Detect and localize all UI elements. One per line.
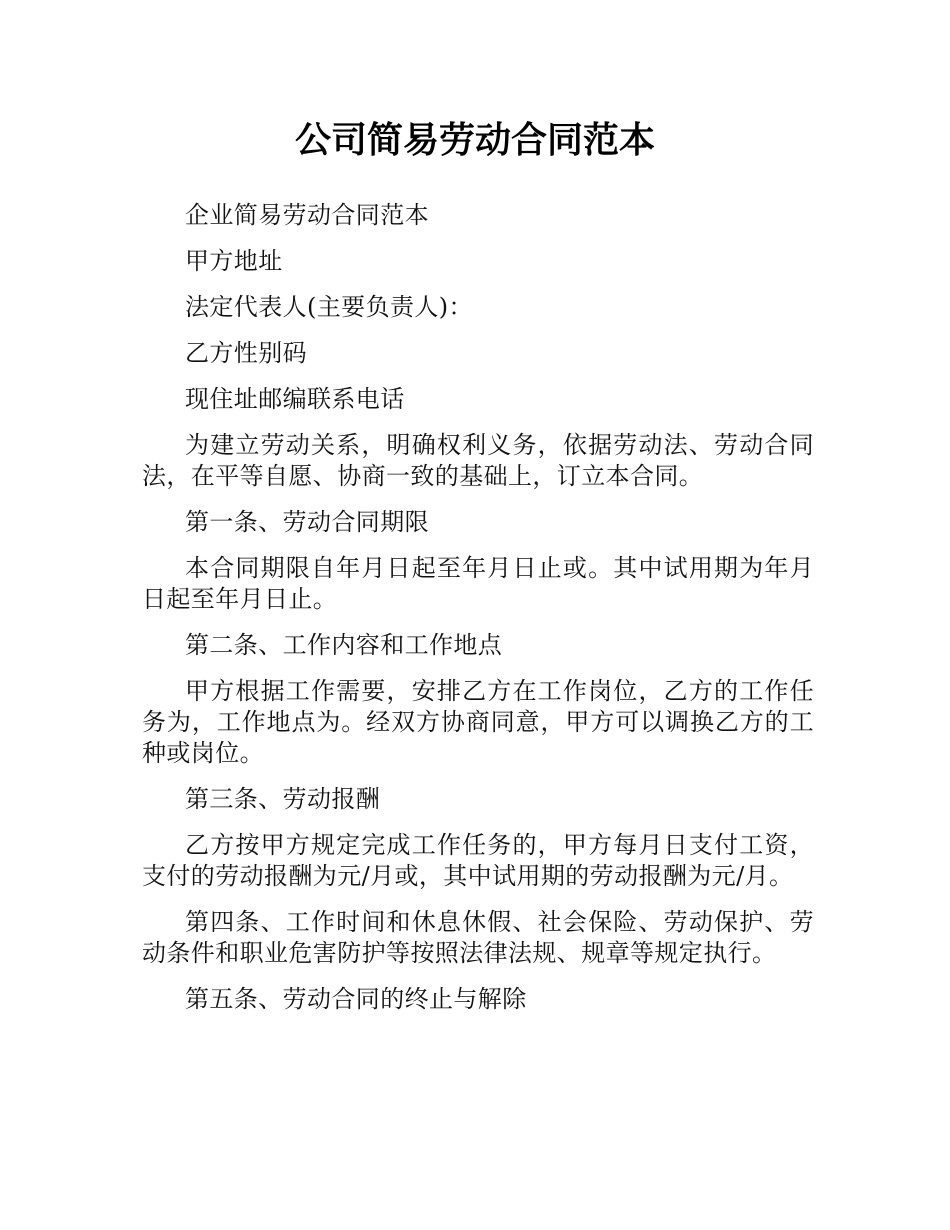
- paragraph-legal-representative: 法定代表人(主要负责人)：: [185, 293, 473, 321]
- article-3-heading: 第三条、劳动报酬: [185, 785, 381, 813]
- paragraph-party-a-address: 甲方地址: [185, 247, 283, 275]
- article-4-text: 第四条、工作时间和休息休假、社会保险、劳动保护、劳动条件和职业危害防护等按照法律法规、规章等规定执行。: [142, 908, 814, 967]
- article-1-heading: 第一条、劳动合同期限: [185, 508, 429, 536]
- article-3-text: 乙方按甲方规定完成工作任务的，甲方每月日支付工资，支付的劳动报酬为元/月或，其中试用期的劳动报酬为元/月。: [142, 831, 814, 890]
- paragraph-party-b-gender: 乙方性别码: [185, 339, 307, 367]
- document-title: 公司简易劳动合同范本: [294, 120, 655, 161]
- article-1-text: 本合同期限自年月日起至年月日止或。其中试用期为年月日起至年月日止。: [142, 554, 814, 613]
- article-2-text: 甲方根据工作需要，安排乙方在工作岗位，乙方的工作任务为，工作地点为。经双方协商同意，甲方可以调换乙方的工种或岗位。: [142, 677, 814, 767]
- paragraph-preamble: 为建立劳动关系，明确权利义务，依据劳动法、劳动合同法，在平等自愿、协商一致的基础上，订立本合同。: [142, 431, 814, 490]
- paragraph-party-b-contact: 现住址邮编联系电话: [185, 385, 405, 413]
- article-5-heading: 第五条、劳动合同的终止与解除: [185, 985, 527, 1013]
- document-body: [142, 200, 814, 1030]
- paragraph-heading-line: 企业简易劳动合同范本: [185, 201, 429, 229]
- article-2-heading: 第二条、工作内容和工作地点: [185, 631, 503, 659]
